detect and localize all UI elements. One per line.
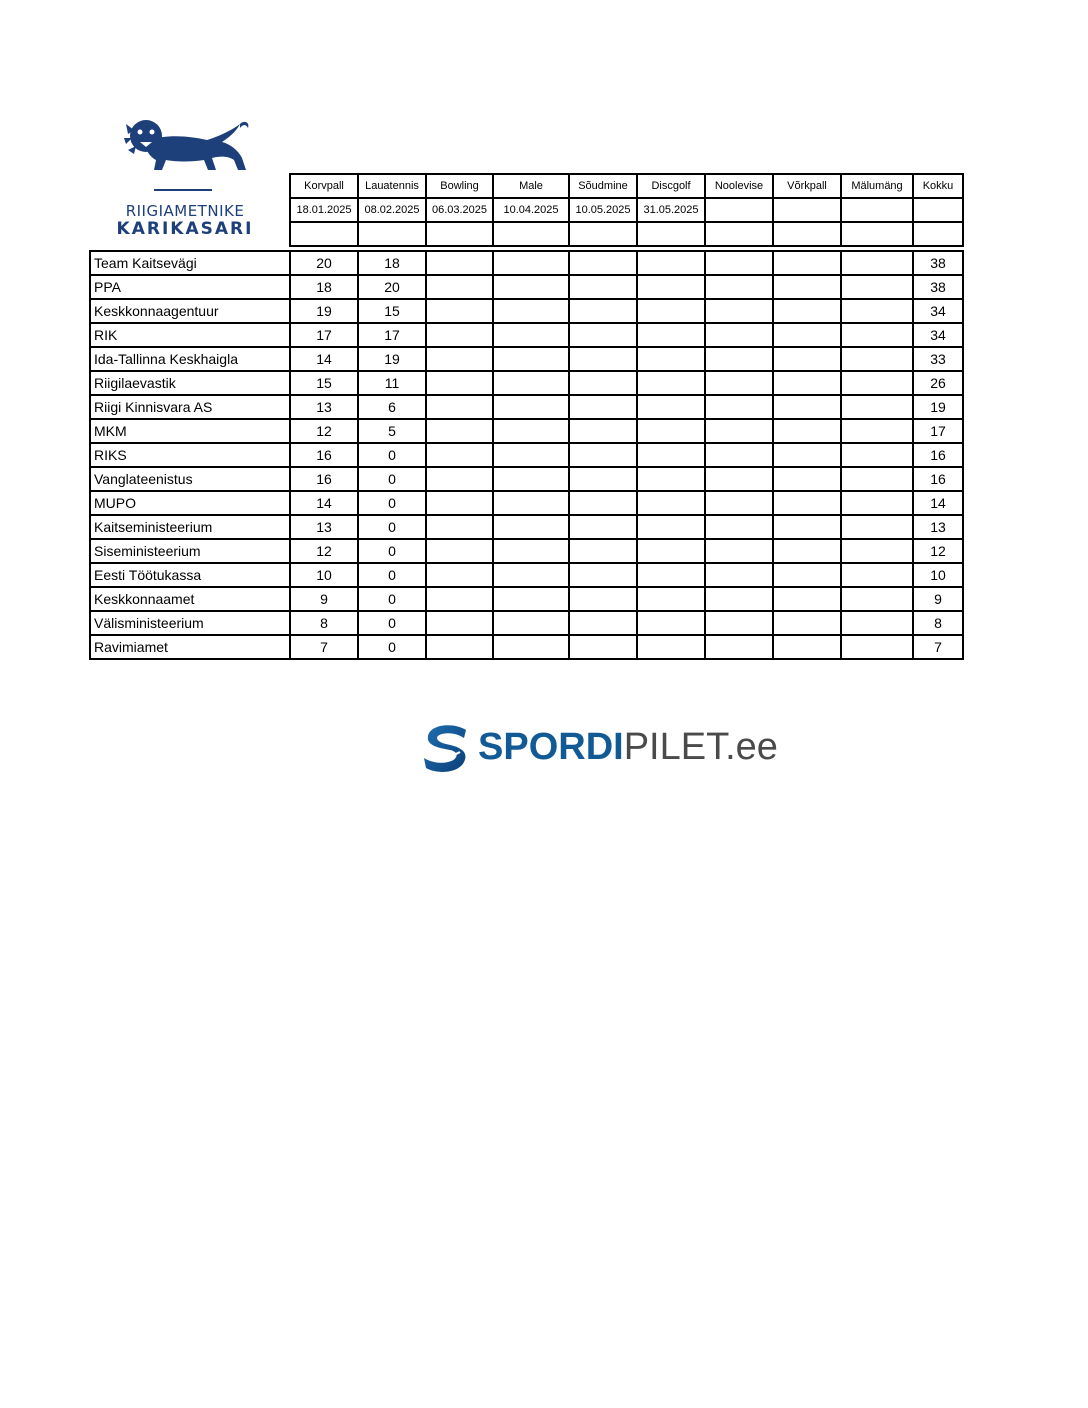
event-date: 10.04.2025: [493, 198, 569, 222]
empty-cell: [913, 222, 963, 246]
score-cell: [493, 299, 569, 323]
score-cell: 0: [358, 587, 426, 611]
total-cell: 38: [913, 251, 963, 275]
score-cell: [493, 443, 569, 467]
score-cell: [841, 563, 913, 587]
score-cell: [705, 635, 773, 659]
score-cell: [773, 635, 841, 659]
score-cell: [705, 371, 773, 395]
score-cell: [773, 611, 841, 635]
score-cell: [841, 491, 913, 515]
score-cell: [637, 347, 705, 371]
team-name: Välisministeerium: [90, 611, 290, 635]
event-date: [705, 198, 773, 222]
score-cell: [773, 491, 841, 515]
score-cell: [705, 491, 773, 515]
score-cell: [637, 323, 705, 347]
score-cell: 18: [290, 275, 358, 299]
total-cell: 34: [913, 299, 963, 323]
event-name: Bowling: [426, 174, 493, 198]
score-cell: [637, 563, 705, 587]
logo-line1: RIIGIAMETNIKE: [125, 202, 245, 220]
score-cell: [705, 347, 773, 371]
score-cell: [569, 251, 637, 275]
lion-emblem-icon: [112, 118, 258, 182]
score-cell: [493, 491, 569, 515]
table-row: [90, 299, 963, 323]
score-cell: [705, 275, 773, 299]
table-row: [90, 371, 963, 395]
score-cell: [773, 323, 841, 347]
score-cell: [569, 443, 637, 467]
score-cell: [841, 635, 913, 659]
team-name: Ida-Tallinna Keskhaigla: [90, 347, 290, 371]
score-cell: [773, 299, 841, 323]
score-cell: [493, 467, 569, 491]
team-name: MKM: [90, 419, 290, 443]
empty-cell: [290, 222, 358, 246]
empty-cell: [426, 222, 493, 246]
score-cell: 0: [358, 491, 426, 515]
score-cell: [773, 347, 841, 371]
score-cell: [493, 371, 569, 395]
total-cell: 16: [913, 443, 963, 467]
score-cell: [569, 467, 637, 491]
team-name: Ravimiamet: [90, 635, 290, 659]
score-cell: [841, 275, 913, 299]
spordipilet-logo: [420, 722, 780, 774]
total-cell: 19: [913, 395, 963, 419]
score-cell: [773, 443, 841, 467]
score-cell: [493, 611, 569, 635]
score-cell: [569, 275, 637, 299]
total-cell: 8: [913, 611, 963, 635]
score-cell: 19: [290, 299, 358, 323]
team-name: Siseministeerium: [90, 539, 290, 563]
score-cell: 12: [290, 419, 358, 443]
event-name: Noolevise: [705, 174, 773, 198]
score-cell: [773, 371, 841, 395]
score-cell: [705, 395, 773, 419]
empty-cell: [493, 222, 569, 246]
score-cell: [637, 635, 705, 659]
score-cell: 9: [290, 587, 358, 611]
score-cell: [841, 443, 913, 467]
event-name: Mälumäng: [841, 174, 913, 198]
total-cell: 38: [913, 275, 963, 299]
score-cell: [493, 323, 569, 347]
score-cell: [841, 371, 913, 395]
table-row: [90, 635, 963, 659]
score-cell: 13: [290, 515, 358, 539]
score-cell: [493, 539, 569, 563]
table-row: [90, 515, 963, 539]
score-cell: 5: [358, 419, 426, 443]
score-cell: [426, 299, 493, 323]
score-cell: [841, 539, 913, 563]
empty-cell: [841, 222, 913, 246]
score-cell: [569, 563, 637, 587]
score-cell: [637, 371, 705, 395]
score-cell: [637, 443, 705, 467]
team-name: PPA: [90, 275, 290, 299]
score-cell: [773, 515, 841, 539]
spacer-row: [290, 222, 963, 246]
score-cell: [841, 323, 913, 347]
score-cell: [705, 419, 773, 443]
score-cell: 0: [358, 563, 426, 587]
team-name: Riigilaevastik: [90, 371, 290, 395]
score-cell: [637, 587, 705, 611]
score-cell: [569, 587, 637, 611]
score-cell: [637, 395, 705, 419]
score-cell: 6: [358, 395, 426, 419]
table-row: [90, 275, 963, 299]
score-cell: [705, 563, 773, 587]
event-name: Sõudmine: [569, 174, 637, 198]
score-cell: [637, 515, 705, 539]
empty-cell: [913, 198, 963, 222]
score-cell: [773, 419, 841, 443]
team-name: Eesti Töötukassa: [90, 563, 290, 587]
score-cell: 18: [358, 251, 426, 275]
score-cell: 20: [290, 251, 358, 275]
table-row: [90, 563, 963, 587]
score-cell: [841, 299, 913, 323]
score-cell: [637, 467, 705, 491]
score-cell: 0: [358, 539, 426, 563]
event-dates-row: [290, 198, 963, 222]
team-name: MUPO: [90, 491, 290, 515]
table-row: [90, 539, 963, 563]
score-cell: 16: [290, 467, 358, 491]
score-cell: 0: [358, 611, 426, 635]
event-date: 08.02.2025: [358, 198, 426, 222]
score-cell: [493, 635, 569, 659]
team-name: Kaitseministeerium: [90, 515, 290, 539]
total-header: Kokku: [913, 174, 963, 198]
score-cell: [773, 275, 841, 299]
score-cell: [637, 251, 705, 275]
total-cell: 7: [913, 635, 963, 659]
score-cell: [426, 443, 493, 467]
sponsor-bold-text: SPORDI: [478, 726, 624, 768]
score-cell: 15: [290, 371, 358, 395]
score-cell: [493, 587, 569, 611]
score-cell: [426, 347, 493, 371]
score-cell: 16: [290, 443, 358, 467]
empty-cell: [569, 222, 637, 246]
score-cell: [569, 635, 637, 659]
team-name: Riigi Kinnisvara AS: [90, 395, 290, 419]
score-cell: [569, 539, 637, 563]
score-cell: [841, 251, 913, 275]
team-name: Team Kaitsevägi: [90, 251, 290, 275]
event-date: 10.05.2025: [569, 198, 637, 222]
score-cell: [705, 587, 773, 611]
table-row: [90, 251, 963, 275]
score-cell: 7: [290, 635, 358, 659]
empty-cell: [358, 222, 426, 246]
total-cell: 13: [913, 515, 963, 539]
score-cell: 8: [290, 611, 358, 635]
logo-line2: KARIKASARI: [116, 219, 254, 239]
score-cell: [841, 395, 913, 419]
score-cell: [426, 251, 493, 275]
score-cell: 20: [358, 275, 426, 299]
score-cell: [841, 347, 913, 371]
score-cell: [637, 419, 705, 443]
score-cell: [426, 611, 493, 635]
total-cell: 9: [913, 587, 963, 611]
total-cell: 16: [913, 467, 963, 491]
score-cell: [637, 275, 705, 299]
score-cell: 19: [358, 347, 426, 371]
score-cell: [493, 515, 569, 539]
empty-cell: [773, 222, 841, 246]
score-cell: [569, 347, 637, 371]
score-cell: [569, 611, 637, 635]
score-cell: [569, 395, 637, 419]
score-cell: [705, 443, 773, 467]
table-row: [90, 611, 963, 635]
score-cell: [569, 419, 637, 443]
karikasari-logo: [112, 118, 258, 240]
score-cell: [841, 611, 913, 635]
team-name: RIK: [90, 323, 290, 347]
score-cell: [637, 491, 705, 515]
events-header-table: [289, 173, 964, 247]
score-cell: [426, 515, 493, 539]
score-cell: [493, 563, 569, 587]
event-name: Korvpall: [290, 174, 358, 198]
event-date: [841, 198, 913, 222]
score-cell: [841, 467, 913, 491]
score-cell: [426, 395, 493, 419]
event-date: 18.01.2025: [290, 198, 358, 222]
spordipilet-swoosh-icon: [420, 722, 472, 774]
score-cell: [426, 371, 493, 395]
total-cell: 10: [913, 563, 963, 587]
event-names-row: [290, 174, 963, 198]
score-cell: [426, 491, 493, 515]
table-row: [90, 323, 963, 347]
score-cell: 14: [290, 491, 358, 515]
score-cell: [637, 299, 705, 323]
score-cell: 0: [358, 467, 426, 491]
event-name: Discgolf: [637, 174, 705, 198]
score-cell: [493, 395, 569, 419]
score-cell: [705, 515, 773, 539]
team-name: Vanglateenistus: [90, 467, 290, 491]
score-cell: [705, 539, 773, 563]
score-cell: [841, 515, 913, 539]
score-cell: [773, 251, 841, 275]
standings-table: [89, 250, 964, 660]
score-cell: 15: [358, 299, 426, 323]
score-cell: 17: [290, 323, 358, 347]
empty-cell: [705, 222, 773, 246]
total-cell: 12: [913, 539, 963, 563]
event-date: 06.03.2025: [426, 198, 493, 222]
table-row: [90, 395, 963, 419]
score-cell: [637, 539, 705, 563]
event-date: [773, 198, 841, 222]
score-cell: [493, 347, 569, 371]
score-cell: [426, 587, 493, 611]
score-cell: [493, 419, 569, 443]
score-cell: 14: [290, 347, 358, 371]
score-cell: [569, 491, 637, 515]
score-cell: 12: [290, 539, 358, 563]
score-cell: [426, 275, 493, 299]
score-cell: [705, 611, 773, 635]
score-cell: [773, 539, 841, 563]
total-cell: 34: [913, 323, 963, 347]
score-cell: [569, 371, 637, 395]
total-cell: 33: [913, 347, 963, 371]
score-cell: [569, 323, 637, 347]
event-date: 31.05.2025: [637, 198, 705, 222]
table-row: [90, 587, 963, 611]
score-cell: [426, 563, 493, 587]
score-cell: 0: [358, 443, 426, 467]
score-cell: [705, 323, 773, 347]
score-cell: 17: [358, 323, 426, 347]
table-row: [90, 419, 963, 443]
score-cell: [426, 419, 493, 443]
score-cell: [773, 467, 841, 491]
score-cell: [705, 299, 773, 323]
table-row: [90, 347, 963, 371]
score-cell: [705, 467, 773, 491]
score-cell: 0: [358, 515, 426, 539]
score-cell: 11: [358, 371, 426, 395]
score-cell: 0: [358, 635, 426, 659]
empty-cell: [637, 222, 705, 246]
score-cell: [426, 323, 493, 347]
event-name: Lauatennis: [358, 174, 426, 198]
team-name: Keskkonnaamet: [90, 587, 290, 611]
score-cell: [426, 467, 493, 491]
spordipilet-wordmark: [478, 724, 778, 770]
score-cell: [569, 299, 637, 323]
table-row: [90, 443, 963, 467]
score-cell: [841, 587, 913, 611]
team-name: RIKS: [90, 443, 290, 467]
table-row: [90, 467, 963, 491]
score-cell: [773, 395, 841, 419]
total-cell: 17: [913, 419, 963, 443]
score-cell: [637, 611, 705, 635]
score-cell: 10: [290, 563, 358, 587]
score-cell: [426, 539, 493, 563]
score-cell: [773, 563, 841, 587]
score-cell: [705, 251, 773, 275]
total-cell: 26: [913, 371, 963, 395]
score-cell: [493, 251, 569, 275]
event-name: Võrkpall: [773, 174, 841, 198]
score-cell: [773, 587, 841, 611]
score-cell: 13: [290, 395, 358, 419]
logo-divider: [154, 189, 212, 191]
sponsor-light-text: PILET.ee: [623, 726, 778, 768]
score-cell: [493, 275, 569, 299]
team-name: Keskkonnaagentuur: [90, 299, 290, 323]
total-cell: 14: [913, 491, 963, 515]
score-cell: [426, 635, 493, 659]
event-name: Male: [493, 174, 569, 198]
table-row: [90, 491, 963, 515]
score-cell: [569, 515, 637, 539]
score-cell: [841, 419, 913, 443]
